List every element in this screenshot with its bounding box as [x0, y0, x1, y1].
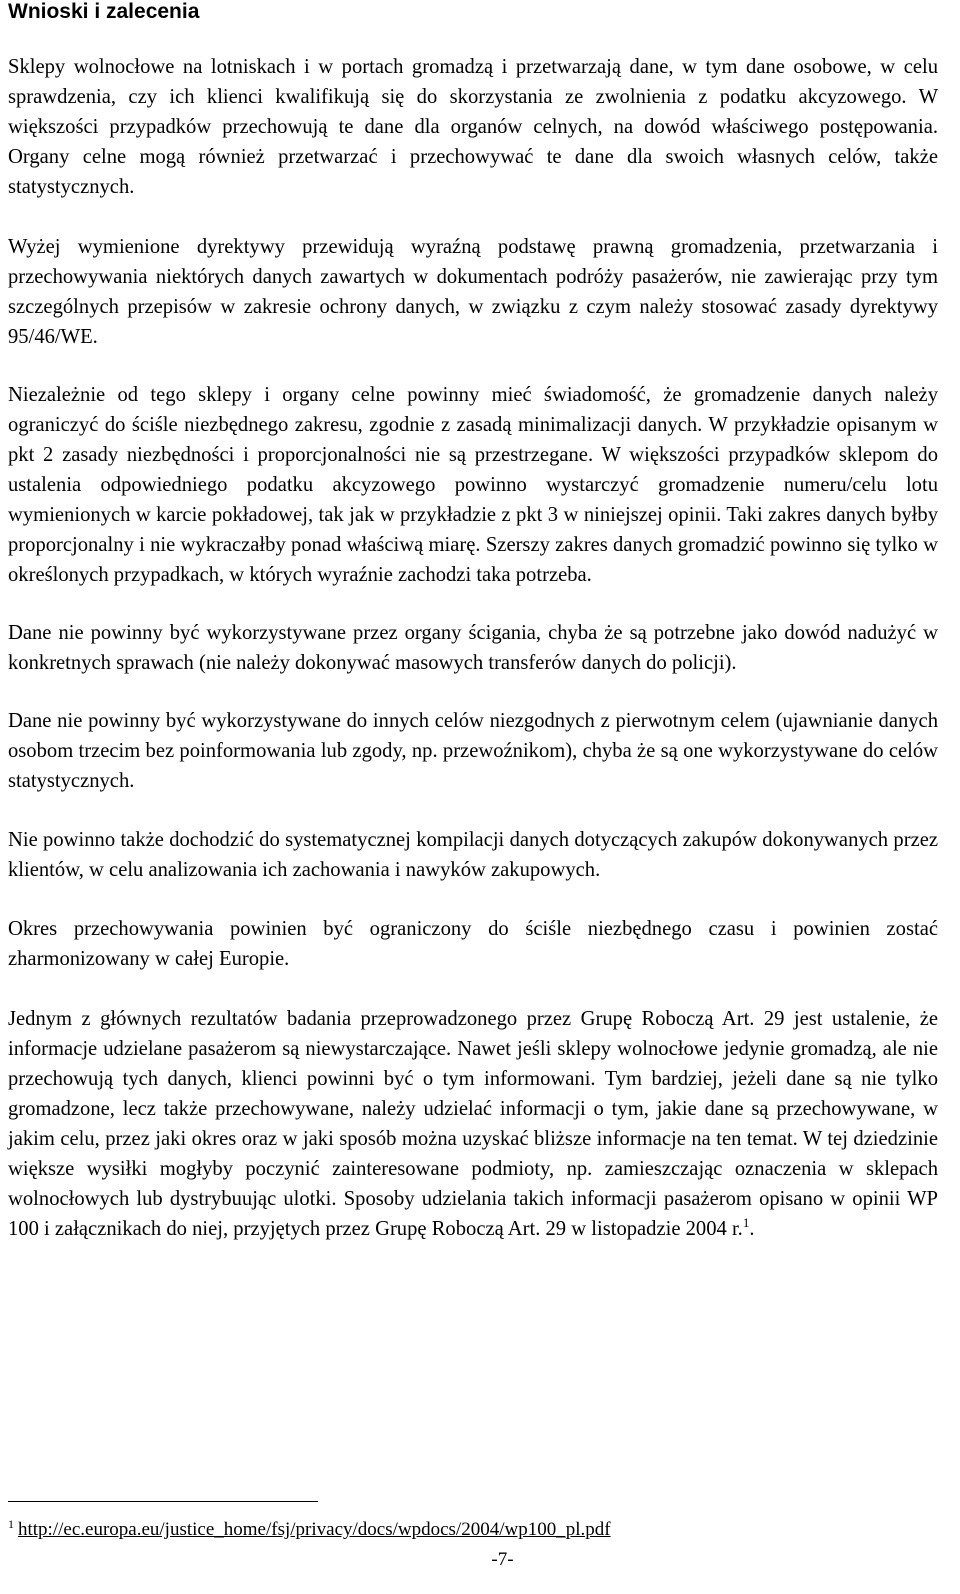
section-heading: Wnioski i zalecenia	[8, 0, 200, 23]
footnote-separator	[8, 1501, 318, 1502]
paragraph: Wyżej wymienione dyrektywy przewidują wyraźną podstawę prawną gromadzenia, przetwarzania i przechowywania niektórych danych zawartych w dokumentach podróży pasażerów, nie zawierając przy tym szczególnych przepisów w zakresie ochrony danych, w związku z czym należy stosować zasady dyrektywy 95/46/WE.	[8, 236, 938, 348]
paragraph: Dane nie powinny być wykorzystywane przez organy ścigania, chyba że są potrzebne jako dowód nadużyć w konkretnych sprawach (nie należy dokonywać masowych transferów danych do policji).	[8, 622, 938, 674]
paragraph: Okres przechowywania powinien być ograniczony do ściśle niezbędnego czasu i powinien zostać zharmonizowany w całej Europie.	[8, 918, 938, 970]
page-number: -7-	[491, 1549, 514, 1570]
footnote-link[interactable]: http://ec.europa.eu/justice_home/fsj/privacy/docs/wpdocs/2004/wp100_pl.pdf	[18, 1519, 611, 1540]
paragraph: Niezależnie od tego sklepy i organy celne powinny mieć świadomość, że gromadzenie danych należy ograniczyć do ściśle niezbędnego zakresu, zgodnie z zasadą minimalizacji danych. W przykładzie opisanym w pkt 2 zasady niezbędności i proporcjonalności nie są przestrzegane. W większości przypadków sklepom do ustalenia odpowiedniego podatku akcyzowego powinno wystarczyć gromadzenie numeru/celu lotu wymienionych w karcie pokładowej, tak jak w przykładzie z pkt 3 w niniejszej opinii. Taki zakres danych byłby proporcjonalny i nie wykraczałby ponad właściwą miarę. Szerszy zakres danych gromadzić powinno się tylko w określonych przypadkach, w których wyraźnie zachodzi taka potrzeba.	[8, 384, 938, 586]
paragraph-text: Jednym z głównych rezultatów badania przeprowadzonego przez Grupę Roboczą Art. 29 jest ustalenie, że informacje udzielane pasażerom są niewystarczające. Nawet jeśli sklepy wolnocłowe jedynie gromadzą, ale nie przechowują tych danych, klienci powinni być o tym informowani. Tym bardziej, jeżeli dane są nie tylko gromadzone, lecz także przechowywane, należy udzielać informacji o tym, jakie dane są przechowywane, w jakim celu, przez jaki okres oraz w jaki sposób można uzyskać bliższe informacje na ten temat. W tej dziedzinie większe wysiłki mogłyby poczynić zainteresowane podmioty, np. zamieszczając oznaczenia w sklepach wolnocłowych lub dystrybuując ulotki. Sposoby udzielania takich informacji pasażerom opisano w opinii WP 100 i załącznikach do niej, przyjętych przez Grupę Roboczą Art. 29 w listopadzie 2004 r.	[8, 1008, 938, 1240]
footnote-marker: 1	[8, 1516, 14, 1531]
footnote-reference[interactable]: 1	[742, 1215, 750, 1231]
paragraph: Nie powinno także dochodzić do systematycznej kompilacji danych dotyczących zakupów dokonywanych przez klientów, w celu analizowania ich zachowania i nawyków zakupowych.	[8, 829, 938, 881]
paragraph-end-period: .	[749, 1218, 755, 1240]
paragraph-with-footnote	[8, 1004, 938, 1244]
paragraph: Sklepy wolnocłowe na lotniskach i w portach gromadzą i przetwarzają dane, w tym dane osobowe, w celu sprawdzenia, czy ich klienci kwalifikują się do skorzystania ze zwolnienia z podatku akcyzowego. W większości przypadków przechowują te dane dla organów celnych, na dowód właściwego postępowania. Organy celne mogą również przetwarzać i przechowywać te dane dla swoich własnych celów, także statystycznych.	[8, 56, 938, 198]
paragraph: Dane nie powinny być wykorzystywane do innych celów niezgodnych z pierwotnym celem (ujawnianie danych osobom trzecim bez poinformowania lub zgody, np. przewoźnikom), chyba że są one wykorzystywane do celów statystycznych.	[8, 710, 938, 792]
footnote	[8, 1518, 611, 1542]
document-page	[8, 0, 938, 1244]
